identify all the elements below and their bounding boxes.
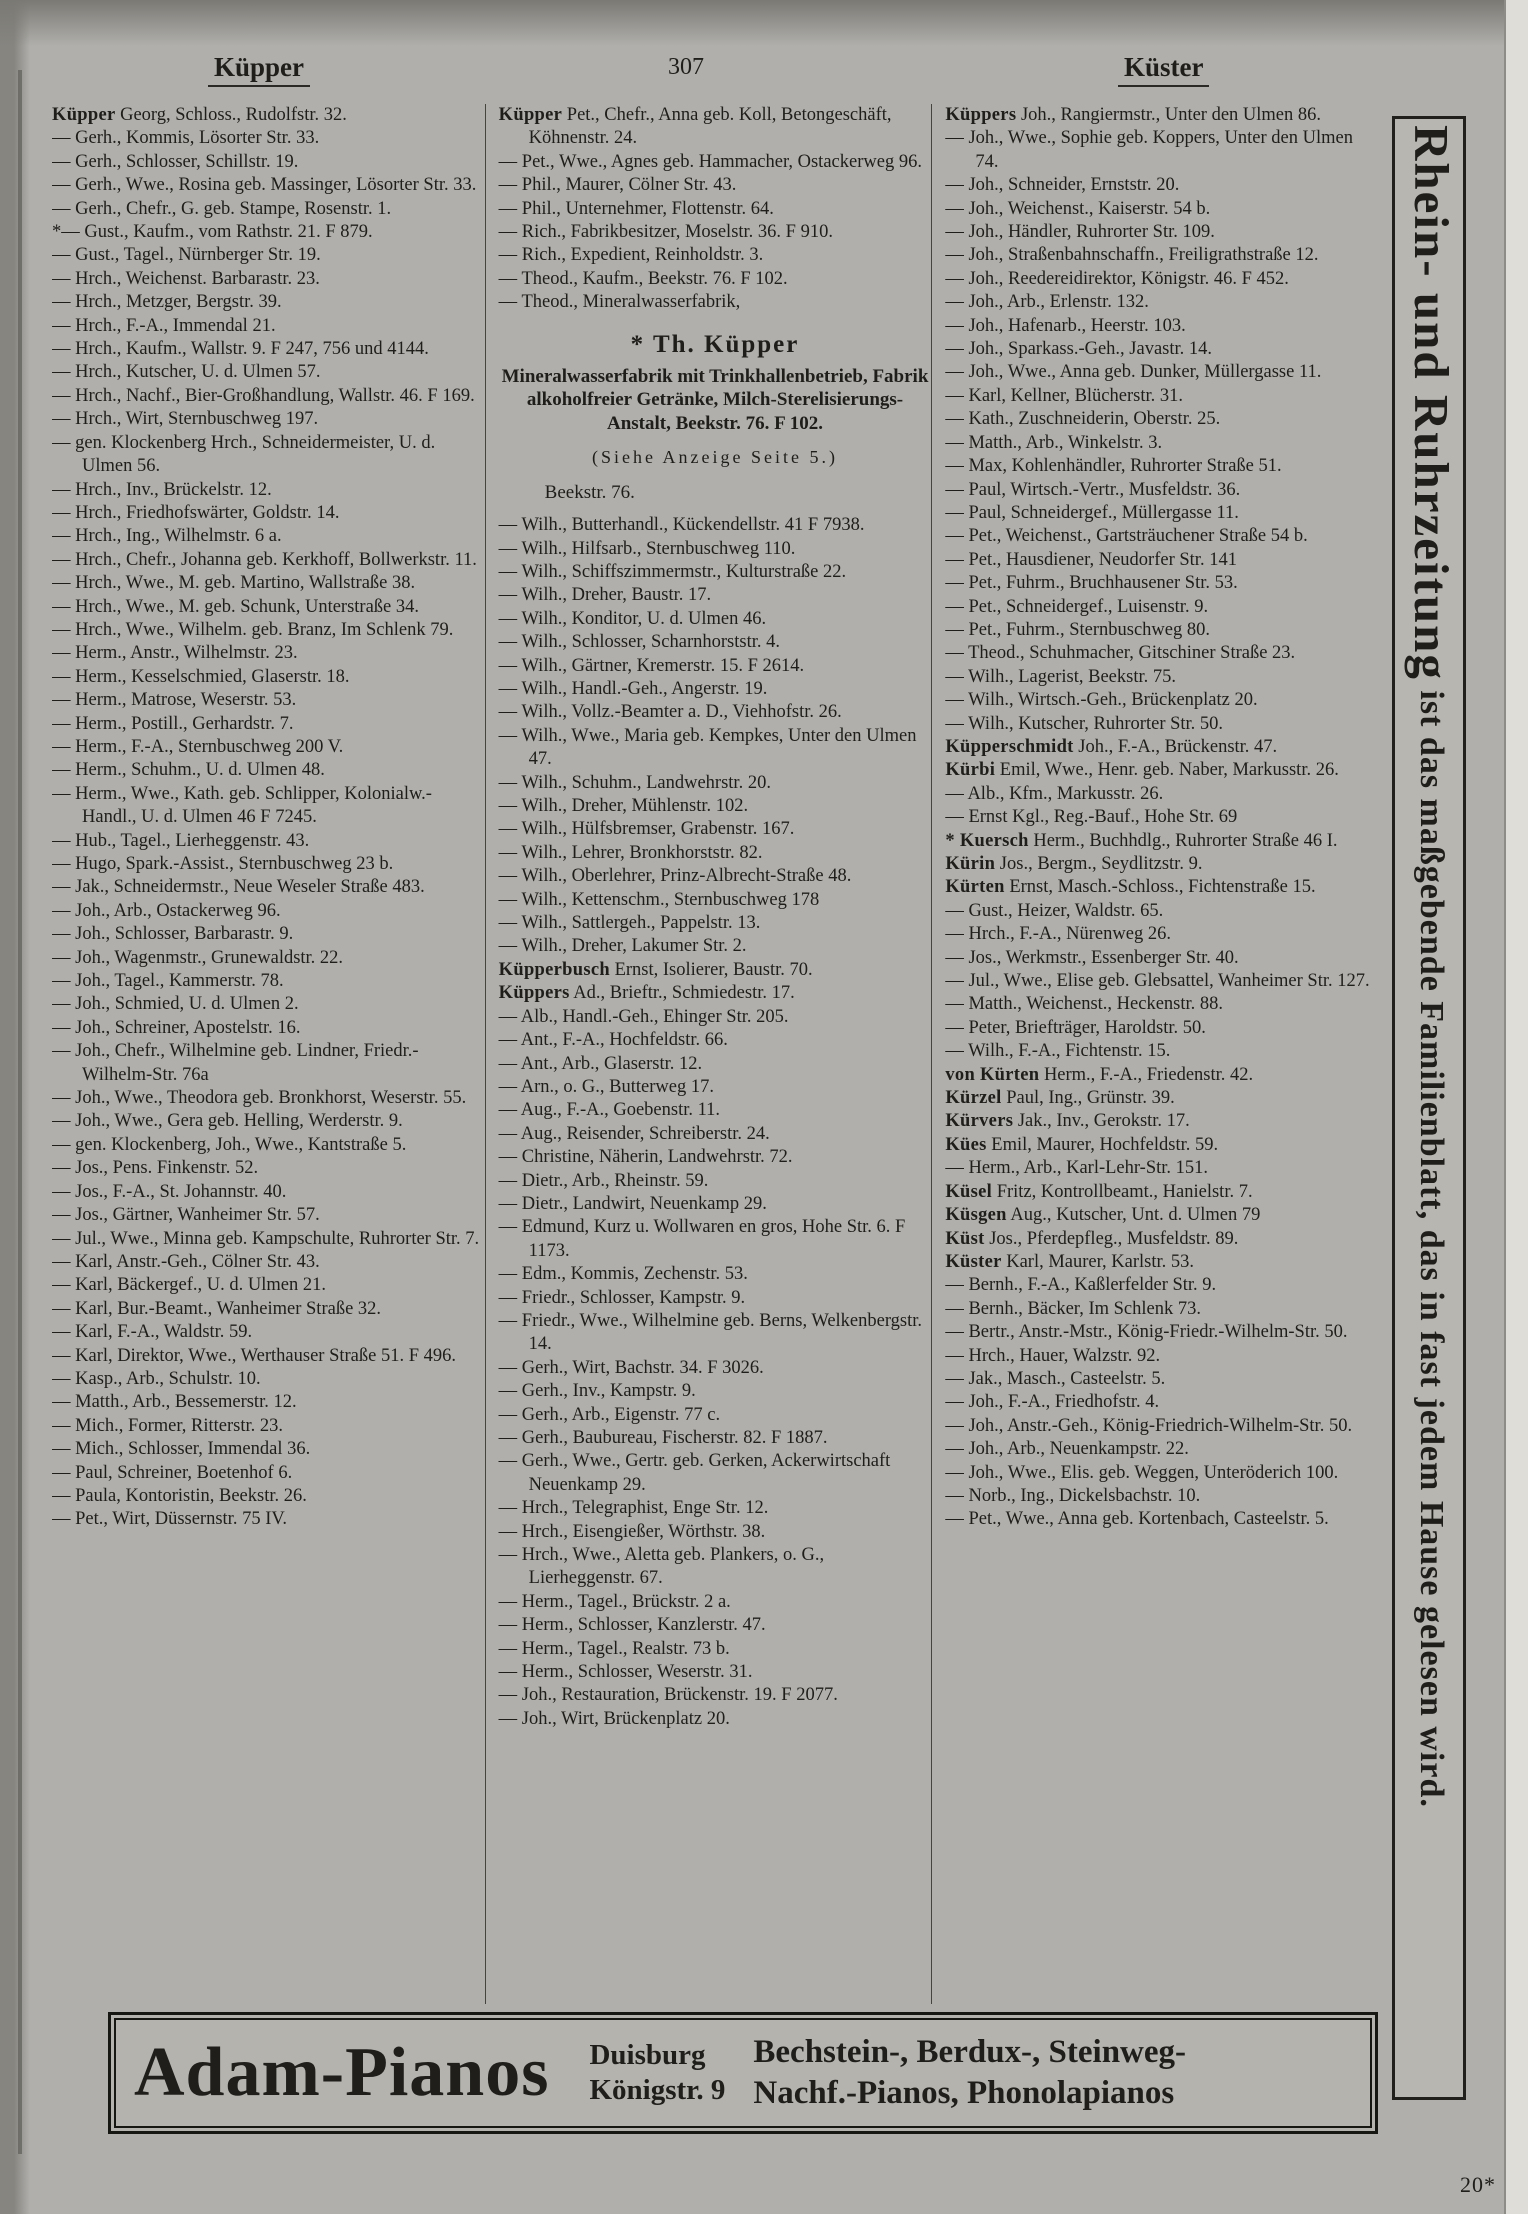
directory-entry: — Wilh., Wwe., Maria geb. Kempkes, Unter den Ulmen 47. — [498, 725, 917, 770]
directory-entry: — Jos., Gärtner, Wanheimer Str. 57. — [52, 1205, 320, 1226]
directory-entry: Kürzel Paul, Ing., Grünstr. 39. — [945, 1088, 1175, 1109]
directory-entry: — Herm., Arb., Karl-Lehr-Str. 151. — [945, 1158, 1209, 1179]
directory-entry: — Bernh., F.-A., Kaßlerfelder Str. 9. — [945, 1275, 1217, 1296]
directory-entry: — Wilh., Dreher, Lakumer Str. 2. — [498, 936, 747, 957]
ad-products-line1: Bechstein-, Berdux-, Steinweg- — [753, 2034, 1187, 2070]
directory-entry: — Jos., Pens. Finkenstr. 52. — [52, 1158, 259, 1179]
directory-entry: — Herm., Anstr., Wilhelmstr. 23. — [52, 643, 298, 664]
directory-entry: — Hrch., Wwe., M. geb. Schunk, Unterstraße 34. — [52, 596, 420, 617]
directory-entry: — Jul., Wwe., Elise geb. Glebsattel, Wanheimer Str. 127. — [945, 971, 1370, 992]
directory-entry: — Joh., Reedereidirektor, Königstr. 46. F 452. — [945, 268, 1289, 289]
featured-entry-note: (Siehe Anzeige Seite 5.) — [592, 447, 838, 468]
ad-products — [753, 2036, 1186, 2110]
directory-entry: — Wilh., Schiffszimmermstr., Kulturstraße 22. — [498, 561, 847, 582]
directory-entry: — Pet., Fuhrm., Bruchhausener Str. 53. — [945, 573, 1238, 594]
directory-entry: — Pet., Wirt, Düssernstr. 75 IV. — [52, 1509, 287, 1530]
directory-entry: — Herm., Matrose, Weserstr. 53. — [52, 690, 297, 711]
directory-entry: — Phil., Maurer, Cölner Str. 43. — [498, 175, 737, 196]
directory-entry: — Gerh., Schlosser, Schillstr. 19. — [52, 151, 299, 172]
directory-entry: — Pet., Fuhrm., Sternbuschweg 80. — [945, 619, 1210, 640]
directory-entry: — Karl, Direktor, Wwe., Werthauser Straße 51. F 496. — [52, 1345, 456, 1366]
directory-entry: — Joh., Tagel., Kammerstr. 78. — [52, 971, 284, 992]
directory-entry: — Hrch., Nachf., Bier-Großhandlung, Wallstr. 46. F 169. — [52, 385, 475, 406]
directory-entry: — Joh., Schlosser, Barbarastr. 9. — [52, 924, 294, 945]
directory-entry: — Wilh., Butterhandl., Kückendellstr. 41 F 7938. — [498, 515, 865, 536]
directory-entry: — Joh., Weichenst., Kaiserstr. 54 b. — [945, 198, 1211, 219]
directory-entry: — Hrch., Wirt, Sternbuschweg 197. — [52, 409, 319, 430]
column-2-bottom — [499, 514, 932, 1731]
directory-entry: — Hrch., Metzger, Bergstr. 39. — [52, 292, 282, 313]
directory-entry: Küsel Fritz, Kontrollbeamt., Hanielstr. 7. — [945, 1181, 1253, 1202]
directory-entry: — Jak., Masch., Casteelstr. 5. — [945, 1368, 1166, 1389]
directory-entry: — Ant., Arb., Glaserstr. 12. — [498, 1053, 703, 1074]
directory-entry: — Joh., Wwe., Elis. geb. Weggen, Unteröderich 100. — [945, 1462, 1339, 1483]
featured-entry-body: Mineralwasserfabrik mit Trinkhallenbetrieb, Fabrik alkoholfreier Getränke, Milch-Sterelisierungs-Anstalt, Beekstr. 76. F 102. — [501, 365, 929, 434]
featured-entry-title: * Th. Küpper — [630, 330, 800, 358]
directory-entry: — Christine, Näherin, Landwehrstr. 72. — [498, 1147, 793, 1168]
directory-entry: — Mich., Schlosser, Immendal 36. — [52, 1439, 311, 1460]
directory-entry: — Bertr., Anstr.-Mstr., König-Friedr.-Wilhelm-Str. 50. — [945, 1322, 1348, 1343]
directory-entry: — Wilh., Hilfsarb., Sternbuschweg 110. — [498, 538, 796, 559]
directory-entry: — Joh., Arb., Erlenstr. 132. — [945, 292, 1149, 313]
directory-entry: Kües Emil, Maurer, Hochfeldstr. 59. — [945, 1134, 1219, 1155]
directory-entry: — Mich., Former, Ritterstr. 23. — [52, 1415, 284, 1436]
directory-entry: — Wilh., Konditor, U. d. Ulmen 46. — [498, 608, 767, 629]
directory-entry: — Herm., Schlosser, Weserstr. 31. — [498, 1662, 753, 1683]
directory-entry: — Joh., Händler, Ruhrorter Str. 109. — [945, 222, 1215, 243]
directory-entry: — Wilh., Oberlehrer, Prinz-Albrecht-Straße 48. — [498, 866, 852, 887]
directory-entry: — Friedr., Wwe., Wilhelmine geb. Berns, Welkenbergstr. 14. — [498, 1310, 923, 1355]
directory-entry: — Gerh., Inv., Kampstr. 9. — [498, 1381, 696, 1402]
directory-entry: — Pet., Schneidergef., Luisenstr. 9. — [945, 596, 1209, 617]
directory-entry: Küpper Georg, Schloss., Rudolfstr. 32. — [52, 105, 347, 125]
directory-entry: — Rich., Fabrikbesitzer, Moselstr. 36. F 910. — [498, 222, 833, 243]
directory-entry: — Matth., Arb., Bessemerstr. 12. — [52, 1392, 297, 1413]
directory-entry: — Joh., Anstr.-Geh., König-Friedrich-Wilhelm-Str. 50. — [945, 1415, 1353, 1436]
directory-entry: — Hrch., F.-A., Nürenweg 26. — [945, 924, 1171, 945]
directory-entry: — Hrch., Hauer, Walzstr. 92. — [945, 1345, 1161, 1366]
directory-entry: — Hrch., Chefr., Johanna geb. Kerkhoff, Bollwerkstr. 11. — [52, 549, 477, 570]
sidebar-newspaper-name: Rhein- und Ruhrzeitung — [1404, 125, 1459, 681]
directory-entry: — Pet., Wwe., Anna geb. Kortenbach, Casteelstr. 5. — [945, 1509, 1329, 1530]
directory-entry: — Peter, Briefträger, Haroldstr. 50. — [945, 1017, 1206, 1038]
directory-entry: — Herm., Schuhm., U. d. Ulmen 48. — [52, 760, 325, 781]
directory-entry: — Jak., Schneidermstr., Neue Weseler Straße 483. — [52, 877, 425, 898]
directory-entry: — Herm., Tagel., Brückstr. 2 a. — [498, 1591, 731, 1612]
directory-entry: — Hrch., F.-A., Immendal 21. — [52, 315, 276, 336]
directory-entry: *— Gust., Kaufm., vom Rathstr. 21. F 879. — [52, 222, 373, 243]
directory-entry: Küppers Joh., Rangiermstr., Unter den Ulmen 86. — [945, 105, 1322, 125]
directory-entry: — Kath., Zuschneiderin, Oberstr. 25. — [945, 409, 1221, 430]
directory-entry: — Wilh., F.-A., Fichtenstr. 15. — [945, 1041, 1171, 1062]
directory-entry: — Phil., Unternehmer, Flottenstr. 64. — [498, 198, 774, 219]
directory-entry: — Alb., Handl.-Geh., Ehinger Str. 205. — [498, 1006, 789, 1027]
directory-entry: — Hrch., Wwe., Aletta geb. Plankers, o. G., Lierheggenstr. 67. — [498, 1545, 825, 1589]
column-1 — [52, 104, 485, 2004]
directory-entry: — Pet., Hausdiener, Neudorfer Str. 141 — [945, 549, 1237, 570]
directory-entry: — Jos., F.-A., St. Johannstr. 40. — [52, 1181, 287, 1202]
directory-entry: — Paul, Schneidergef., Müllergasse 11. — [945, 502, 1239, 523]
directory-entry: — Wilh., Gärtner, Kremerstr. 15. F 2614. — [498, 655, 805, 676]
directory-entry: — Hrch., Ing., Wilhelmstr. 6 a. — [52, 526, 282, 547]
directory-entry: — Alb., Kfm., Markusstr. 26. — [945, 783, 1164, 804]
directory-entry: — Matth., Weichenst., Heckenstr. 88. — [945, 994, 1224, 1015]
directory-entry: — Hrch., Friedhofswärter, Goldstr. 14. — [52, 502, 340, 523]
directory-entry: — gen. Klockenberg, Joh., Wwe., Kantstraße 5. — [52, 1134, 407, 1155]
directory-entry: — Joh., Hafenarb., Heerstr. 103. — [945, 315, 1186, 336]
directory-entry: — Joh., Wirt, Brückenplatz 20. — [498, 1708, 730, 1729]
directory-entry: Kürten Ernst, Masch.-Schloss., Fichtenstraße 15. — [945, 877, 1316, 898]
directory-entry: — Norb., Ing., Dickelsbachstr. 10. — [945, 1485, 1201, 1506]
directory-entry: — Wilh., Handl.-Geh., Angerstr. 19. — [498, 679, 768, 699]
page-number: 307 — [668, 54, 704, 80]
directory-entry: — Joh., Wwe., Gera geb. Helling, Werderstr. 9. — [52, 1111, 403, 1132]
directory-entry: — Theod., Kaufm., Beekstr. 76. F 102. — [498, 268, 788, 289]
directory-entry: — Joh., Arb., Ostackerweg 96. — [52, 900, 281, 921]
directory-entry: * Kuersch Herm., Buchhdlg., Ruhrorter Straße 46 I. — [945, 830, 1338, 851]
piano-ad — [108, 2012, 1378, 2134]
directory-entry: — Wilh., Kettenschm., Sternbuschweg 178 — [498, 889, 820, 910]
directory-entry: Kürvers Jak., Inv., Gerokstr. 17. — [945, 1111, 1190, 1132]
column-3 — [931, 104, 1378, 2004]
newspaper-sidebar — [1392, 116, 1466, 2100]
directory-entry: — Wilh., Wirtsch.-Geh., Brückenplatz 20. — [945, 690, 1258, 711]
directory-entry: — Wilh., Dreher, Baustr. 17. — [498, 585, 712, 606]
directory-entry: — Hugo, Spark.-Assist., Sternbuschweg 23 b. — [52, 854, 394, 874]
directory-entry: Küster Karl, Maurer, Karlstr. 53. — [945, 1251, 1195, 1272]
directory-entry: — Arn., o. G., Butterweg 17. — [498, 1076, 714, 1097]
directory-entry: — Joh., Schmied, U. d. Ulmen 2. — [52, 994, 299, 1015]
directory-entry: — Herm., Schlosser, Kanzlerstr. 47. — [498, 1615, 766, 1636]
directory-entry: — Joh., Wwe., Sophie geb. Koppers, Unter den Ulmen 74. — [945, 128, 1353, 172]
directory-entry: — Aug., Reisender, Schreiberstr. 24. — [498, 1123, 770, 1144]
directory-entry: — Hrch., Eisengießer, Wörthstr. 38. — [498, 1521, 766, 1542]
directory-entry: Küst Jos., Pferdepfleg., Musfeldstr. 89. — [945, 1228, 1239, 1249]
sheet-signature: 20* — [1460, 2172, 1496, 2197]
directory-entry: — Wilh., Hülfsbremser, Grabenstr. 167. — [498, 819, 795, 840]
directory-entry: — Herm., Tagel., Realstr. 73 b. — [498, 1638, 730, 1659]
directory-entry: Kürin Jos., Bergm., Seydlitzstr. 9. — [945, 854, 1203, 874]
directory-entry: — Herm., F.-A., Sternbuschweg 200 V. — [52, 736, 344, 757]
scan-edge-left — [18, 70, 22, 2154]
header-right-keyword: Küster — [1118, 52, 1209, 87]
directory-entry: — Hrch., Wwe., M. geb. Martino, Wallstraße 38. — [52, 573, 416, 594]
directory-entry: — Wilh., Schlosser, Scharnhorststr. 4. — [498, 632, 780, 653]
ad-street: Königstr. 9 — [589, 2074, 726, 2106]
directory-entry: — Joh., Wagenmstr., Grunewaldstr. 22. — [52, 947, 344, 968]
directory-entry: — Gerh., Chefr., G. geb. Stampe, Rosenstr. 1. — [52, 198, 392, 219]
directory-entry: — Hrch., Telegraphist, Enge Str. 12. — [498, 1498, 769, 1519]
directory-entry: — Joh., Wwe., Theodora geb. Bronkhorst, Weserstr. 55. — [52, 1088, 467, 1109]
directory-entry: — Wilh., Lehrer, Bronkhorststr. 82. — [498, 842, 763, 863]
directory-entry: — Aug., F.-A., Goebenstr. 11. — [498, 1100, 721, 1121]
directory-entry: — Joh., F.-A., Friedhofstr. 4. — [945, 1392, 1160, 1413]
directory-entry: — Joh., Schreiner, Apostelstr. 16. — [52, 1017, 301, 1038]
directory-entry: — Joh., Wwe., Anna geb. Dunker, Müllergasse 11. — [945, 362, 1322, 383]
ad-city: Duisburg — [589, 2039, 706, 2071]
scan-edge-right — [1504, 0, 1528, 2214]
directory-entry: — Edmund, Kurz u. Wollwaren en gros, Hohe Str. 6. F 1173. — [498, 1217, 906, 1261]
directory-entry: — Joh., Straßenbahnschaffn., Freiligrathstraße 12. — [945, 245, 1319, 266]
directory-entry: — Theod., Schuhmacher, Gitschiner Straße 23. — [945, 643, 1296, 664]
directory-entry: Kürbi Emil, Wwe., Henr. geb. Naber, Markusstr. 26. — [945, 760, 1339, 781]
column-2-top — [499, 104, 932, 315]
directory-entry: — Wilh., Lagerist, Beekstr. 75. — [945, 666, 1176, 687]
directory-entry: — Matth., Arb., Winkelstr. 3. — [945, 432, 1163, 453]
sidebar-slogan: ist das maßgebende Familienblatt, das in fast jedem Hause gelesen wird. — [1413, 680, 1450, 1808]
directory-entry: — Karl, Anstr.-Geh., Cölner Str. 43. — [52, 1251, 320, 1272]
directory-entry: — Hrch., Kutscher, U. d. Ulmen 57. — [52, 362, 321, 383]
header-left-keyword: Küpper — [208, 52, 310, 87]
ad-city-block — [589, 2041, 725, 2105]
directory-entry: — Wilh., Kutscher, Ruhrorter Str. 50. — [945, 713, 1224, 734]
directory-entry: — Joh., Schneider, Ernststr. 20. — [945, 175, 1180, 196]
directory-entry: — Hrch., Wwe., Wilhelm. geb. Branz, Im Schlenk 79. — [52, 619, 454, 640]
directory-entry: — Hub., Tagel., Lierheggenstr. 43. — [52, 830, 310, 851]
directory-entry: — gen. Klockenberg Hrch., Schneidermeister, U. d. Ulmen 56. — [52, 432, 436, 477]
directory-entry: — Max, Kohlenhändler, Ruhrorter Straße 51. — [945, 456, 1282, 477]
directory-entry: — Gerh., Wwe., Gertr. geb. Gerken, Ackerwirtschaft Neuenkamp 29. — [498, 1451, 891, 1495]
ad-products-line2: Nachf.-Pianos, Phonolapianos — [753, 2075, 1175, 2111]
directory-columns — [52, 104, 1378, 2004]
directory-entry: Küpperbusch Ernst, Isolierer, Baustr. 70. — [498, 959, 813, 980]
directory-entry: — Bernh., Bäcker, Im Schlenk 73. — [945, 1298, 1201, 1319]
directory-entry: — Wilh., Vollz.-Beamter a. D., Viehhofstr. 26. — [498, 702, 842, 723]
directory-entry: — Dietr., Landwirt, Neuenkamp 29. — [498, 1193, 767, 1214]
ad-brand: Adam-Pianos — [134, 2034, 550, 2111]
directory-entry: Küpperschmidt Joh., F.-A., Brückenstr. 47. — [945, 736, 1278, 757]
directory-entry: — Gust., Tagel., Nürnberger Str. 19. — [52, 245, 321, 266]
directory-entry: — Herm., Postill., Gerhardstr. 7. — [52, 713, 294, 734]
directory-entry: — Rich., Expedient, Reinholdstr. 3. — [498, 245, 764, 266]
directory-entry: — Wilh., Schuhm., Landwehrstr. 20. — [498, 772, 771, 793]
directory-entry: — Gerh., Baubureau, Fischerstr. 82. F 1887. — [498, 1428, 828, 1448]
directory-entry: — Edm., Kommis, Zechenstr. 53. — [498, 1264, 748, 1285]
directory-entry: — Hrch., Kaufm., Wallstr. 9. F 247, 756 und 4144. — [52, 339, 429, 360]
directory-entry: — Karl, Bur.-Beamt., Wanheimer Straße 32. — [52, 1298, 382, 1319]
directory-entry: — Joh., Sparkass.-Geh., Javastr. 14. — [945, 339, 1213, 360]
directory-entry: — Karl, Kellner, Blücherstr. 31. — [945, 385, 1183, 406]
directory-entry: — Jos., Werkmstr., Essenberger Str. 40. — [945, 947, 1239, 968]
directory-entry: — Paula, Kontoristin, Beekstr. 26. — [52, 1485, 307, 1506]
directory-entry: — Hrch., Inv., Brückelstr. 12. — [52, 479, 272, 500]
directory-entry: Küsgen Aug., Kutscher, Unt. d. Ulmen 79 — [945, 1205, 1261, 1226]
directory-entry: — Gerh., Wirt, Bachstr. 34. F 3026. — [498, 1357, 764, 1378]
directory-entry: — Karl, Bäckergef., U. d. Ulmen 21. — [52, 1275, 327, 1296]
directory-entry: — Herm., Wwe., Kath. geb. Schlipper, Kolonialw.-Handl., U. d. Ulmen 46 F 7245. — [52, 783, 432, 828]
directory-entry: — Pet., Wwe., Agnes geb. Hammacher, Ostackerweg 96. — [498, 151, 922, 172]
directory-entry: — Theod., Mineralwasserfabrik, — [498, 292, 741, 313]
featured-entry-address: Beekstr. 76. — [544, 482, 635, 504]
directory-entry: — Gerh., Wwe., Rosina geb. Massinger, Lösorter Str. 33. — [52, 175, 477, 196]
directory-entry: — Gust., Heizer, Waldstr. 65. — [945, 900, 1164, 921]
directory-entry: — Ant., F.-A., Hochfeldstr. 66. — [498, 1030, 728, 1051]
directory-entry: — Karl, F.-A., Waldstr. 59. — [52, 1322, 253, 1343]
directory-entry: — Joh., Chefr., Wilhelmine geb. Lindner, Friedr.-Wilhelm-Str. 76a — [52, 1041, 419, 1085]
directory-entry: — Hrch., Weichenst. Barbarastr. 23. — [52, 268, 320, 289]
directory-entry: Küpper Pet., Chefr., Anna geb. Koll, Betongeschäft, Köhnenstr. 24. — [498, 105, 892, 149]
directory-entry: — Dietr., Arb., Rheinstr. 59. — [498, 1170, 709, 1191]
directory-entry: — Wilh., Sattlergeh., Pappelstr. 13. — [498, 913, 761, 934]
directory-entry: — Paul, Schreiner, Boetenhof 6. — [52, 1462, 293, 1483]
directory-entry: Küppers Ad., Brieftr., Schmiedestr. 17. — [498, 983, 795, 1004]
directory-entry: — Herm., Kesselschmied, Glaserstr. 18. — [52, 666, 350, 687]
piano-ad-frame — [114, 2018, 1372, 2128]
directory-entry: — Ernst Kgl., Reg.-Bauf., Hohe Str. 69 — [945, 807, 1238, 828]
directory-entry: — Gerh., Arb., Eigenstr. 77 c. — [498, 1404, 721, 1425]
featured-entry — [499, 331, 932, 505]
page-header — [0, 52, 1528, 92]
directory-entry: — Wilh., Dreher, Mühlenstr. 102. — [498, 796, 749, 817]
directory-entry: — Joh., Arb., Neuenkampstr. 22. — [945, 1439, 1189, 1460]
directory-entry: — Joh., Restauration, Brückenstr. 19. F 2077. — [498, 1685, 838, 1706]
directory-entry: — Gerh., Kommis, Lösorter Str. 33. — [52, 128, 320, 149]
directory-entry: — Friedr., Schlosser, Kampstr. 9. — [498, 1287, 746, 1308]
directory-entry: — Pet., Weichenst., Gartsträuchener Straße 54 b. — [945, 526, 1308, 547]
column-2 — [485, 104, 932, 2004]
directory-entry: — Jul., Wwe., Minna geb. Kampschulte, Ruhrorter Str. 7. — [52, 1228, 480, 1249]
directory-entry: von Kürten Herm., F.-A., Friedenstr. 42. — [945, 1064, 1254, 1085]
directory-entry: — Paul, Wirtsch.-Vertr., Musfeldstr. 36. — [945, 479, 1241, 500]
directory-entry: — Kasp., Arb., Schulstr. 10. — [52, 1368, 261, 1389]
